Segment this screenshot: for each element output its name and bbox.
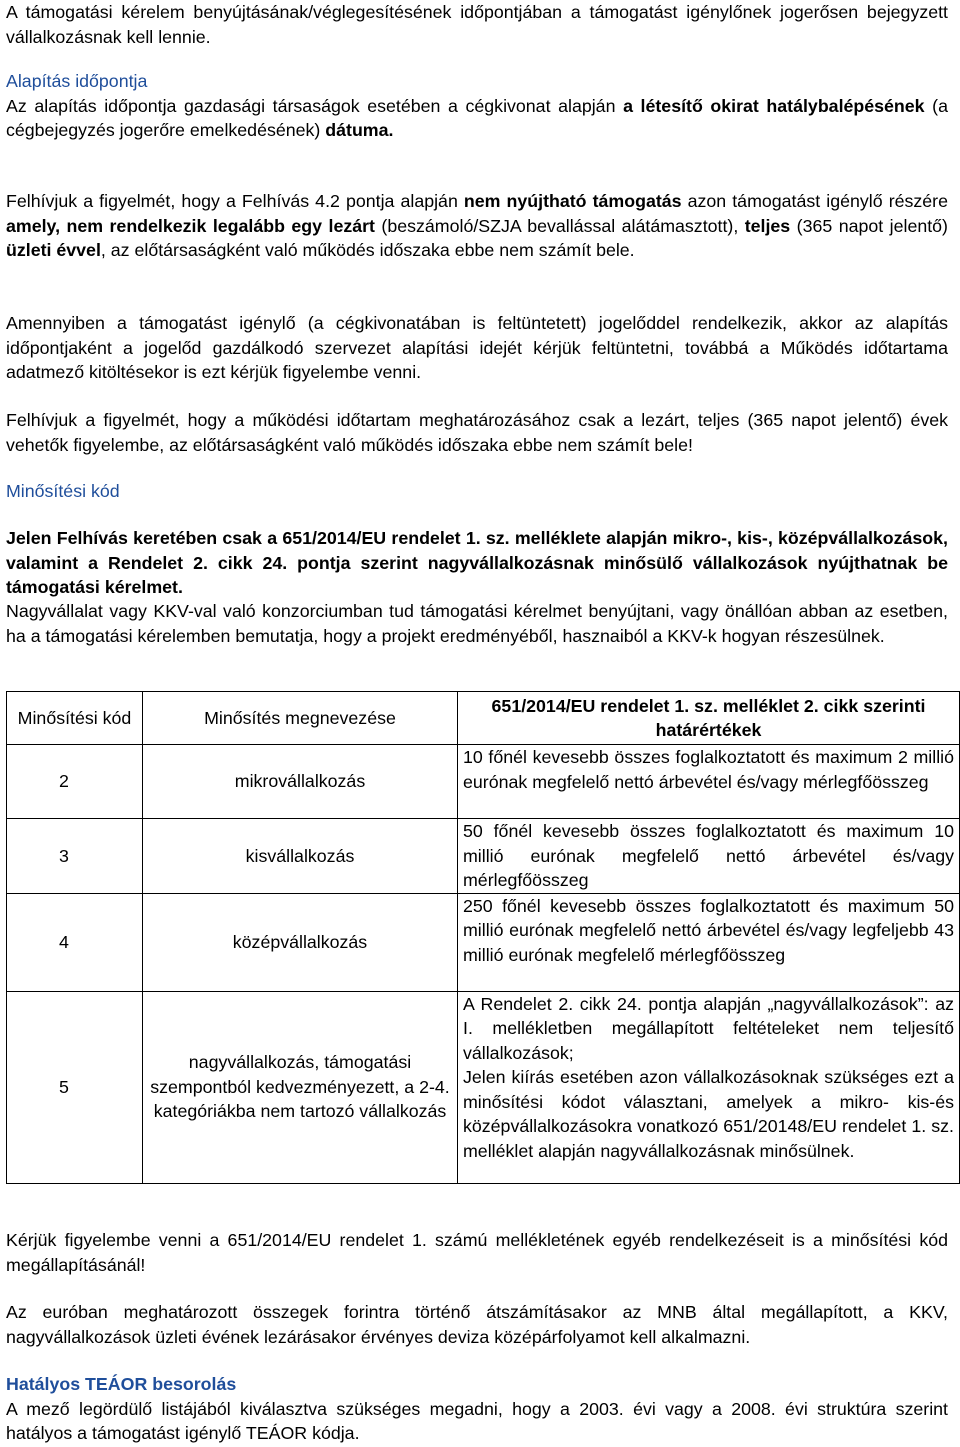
table-header-cell: Minősítés megnevezése (143, 692, 458, 745)
table-row (7, 991, 960, 1183)
paragraph-eligibility: A támogatási kérelem benyújtásának/véglegesítésének időpontjában a támogatást igénylőnek jogerősen bejegyzett vállalkozásnak kell lennie. (6, 2, 948, 47)
bold-text: üzleti évvel (6, 240, 101, 260)
heading-minositesi-kod: Minősítési kód (6, 481, 120, 501)
table-cell-code: 4 (7, 893, 143, 991)
table-header-cell: 651/2014/EU rendelet 1. sz. melléklet 2. cikk szerinti határértékek (458, 692, 960, 745)
limit-text: Jelen kiírás esetében azon vállalkozásoknak szükséges ezt a minősítési kódot választani, amelyek a mikro- kis-és középvállalkozásokra vonatkozó 651/20148/EU rendelet 1. sz. melléklet alapján nagyvállalkozásnak minősülnek. (463, 1067, 954, 1161)
heading-teaor: Hatályos TEÁOR besorolás (6, 1374, 237, 1394)
table-cell-name: kisvállalkozás (143, 819, 458, 894)
section-alapitas (6, 69, 948, 143)
heading-alapitas: Alapítás időpontja (6, 71, 148, 91)
qualification-table (6, 691, 960, 1184)
paragraph-jelen-felhivas: Jelen Felhívás keretében csak a 651/2014/EU rendelet 1. sz. melléklete alapján mikro-, kis-, középvállalkozások, valamint a Rendelet 2. cikk 24. pontja szerint nagyvállalkozásnak minősülő vállalkozások nyújthatnak be támogatási kérelmet. (6, 528, 948, 597)
paragraph-teaor: A mező legördülő listájából kiválasztva szükséges megadni, hogy a 2003. évi vagy a 2008. évi struktúra szerint hatályos a támogatást igénylő TEÁOR kódja. (6, 1398, 948, 1443)
table-cell-name: középvállalkozás (143, 893, 458, 991)
paragraph-melleklet: Kérjük figyelembe venni a 651/2014/EU rendelet 1. számú mellékletének egyéb rendelkezéseit is a minősítési kód megállapításánál! (6, 1230, 948, 1275)
text: (beszámoló/SZJA bevallással alátámasztott), (374, 215, 745, 236)
paragraph-mukodesi-idotartam: Felhívjuk a figyelmét, hogy a működési időtartam meghatározásához csak a lezárt, teljes (365 napot jelentő) évek vehetők figyelembe, az előtársaságként való működés időszaka ebbe nem számít bele! (6, 410, 948, 455)
table-cell-limit: 10 főnél kevesebb összes foglalkoztatott és maximum 2 millió eurónak megfelelő nettó árbevétel és/vagy mérlegfőösszeg (458, 745, 960, 819)
table-header-row (7, 692, 960, 745)
text: Az alapítás időpontja gazdasági társaságok esetében a cégkivonat alapján (6, 95, 624, 116)
bold-text: amely, nem rendelkezik legalább egy lezárt (6, 215, 375, 236)
table-row (7, 893, 960, 991)
table-cell-code: 2 (7, 745, 143, 819)
paragraph-felhivas-4-2 (6, 189, 948, 263)
paragraph-konzorcium: Nagyvállalat vagy KKV-val való konzorciumban tud támogatási kérelmet benyújtani, vagy önállóan abban az esetben, ha a támogatási kérelemben bemutatja, hogy a projekt eredményéből, hasznaiból a KKV-k hogyan részesülnek. (6, 601, 948, 646)
bold-text: dátuma. (325, 120, 394, 140)
table-cell-code: 5 (7, 991, 143, 1183)
paragraph-jogelod: Amennyiben a támogatást igénylő (a cégkivonatában is feltüntetett) jogelőddel rendelkezik, akkor az alapítás időpontjaként a jogelőd gazdálkodó szervezet alapítási idejét kérjük feltüntetni, továbbá a Működés időtartama adatmező kitöltésekor is ezt kérjük figyelembe venni. (6, 313, 948, 382)
text: , az előtársaságként való működés időszaka ebbe nem számít bele. (100, 240, 635, 260)
text: (a cégbejegyzés jogerőre emelkedésének) (6, 95, 948, 140)
table-cell-limit: 250 főnél kevesebb összes foglalkoztatott és maximum 50 millió eurónak megfelelő nettó árbevétel és/vagy legfeljebb 43 millió eurónak megfelelő mérlegfőösszeg (458, 893, 960, 991)
bold-text: nem nyújtható támogatás (463, 191, 682, 211)
table-row (7, 745, 960, 819)
text: Felhívjuk a figyelmét, hogy a Felhívás 4.2 pontja alapján (6, 191, 464, 211)
bold-text: a létesítő okirat hatálybalépésének (623, 95, 925, 116)
table-header-cell: Minősítési kód (7, 692, 143, 745)
table-cell-limit: 50 főnél kevesebb összes foglalkoztatott és maximum 10 millió eurónak megfelelő nettó árbevétel és/vagy mérlegfőösszeg (458, 819, 960, 894)
section-teaor (6, 1372, 948, 1446)
bold-text: teljes (744, 215, 791, 236)
table-cell-code: 3 (7, 819, 143, 894)
text: (365 napot jelentő) (790, 215, 948, 236)
paragraph-alapitas (6, 94, 948, 143)
table-cell-name: nagyvállalkozás, támogatási szempontból kedvezményezett, a 2-4. kategóriákba nem tartozó vállalkozás (143, 991, 458, 1183)
table-cell-name: mikrovállalkozás (143, 745, 458, 819)
text: azon támogatást igénylő részére (681, 191, 948, 211)
limit-text: A Rendelet 2. cikk 24. pontja alapján „nagyvállalkozások”: az I. mellékletben megállapított feltételeket nem teljesítő vállalkozások; (463, 993, 954, 1063)
paragraph-mnb: Az euróban meghatározott összegek forintra történő átszámításakor az MNB által megállapított, a KKV, nagyvállalkozások üzleti évének lezárásakor érvényes deviza középárfolyamot kell alkalmazni. (6, 1302, 948, 1347)
table-cell-limit (458, 991, 960, 1183)
table-row (7, 819, 960, 894)
